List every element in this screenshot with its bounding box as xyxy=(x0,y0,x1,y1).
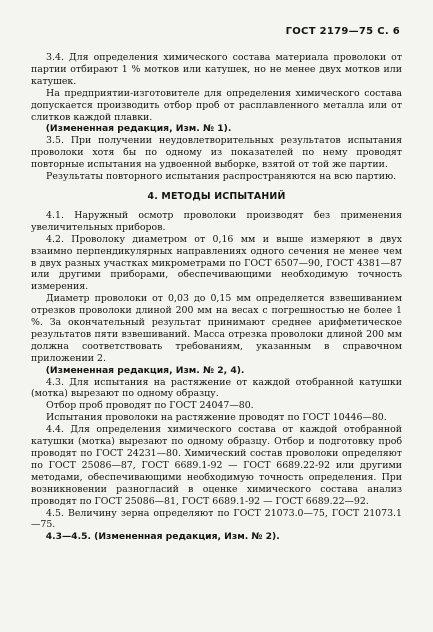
page-header: ГОСТ 2179—75 С. 6 xyxy=(285,26,400,37)
paragraph-4-5: 4.5. Величину зерна определяют по ГОСТ 21073.0—75, ГОСТ 21073.1—75. xyxy=(31,507,402,531)
paragraph-4-3-sampling: Отбор проб проводят по ГОСТ 24047—80. xyxy=(46,400,254,412)
paragraph-4-4: 4.4. Для определения химического состава от каждой отобранной катушки (мотка) вырезают по одному образцу. Отбор и подготовку проб проводят по ГОСТ 24231—80. Химический состав проволоки определяют по ГОСТ 25086—87, ГОСТ 6689.1-92 — ГОСТ 6689.22-92 или другими методами, обеспечивающими необходимую точность определения. При возникновении разногласий в оценке химического состава анализ проводят по ГОСТ 25086—81, ГОСТ 6689.1-92 — ГОСТ 6689.22—92. xyxy=(31,424,402,507)
paragraph-4-2-diameter: Диаметр проволоки от 0,03 до 0,15 мм определяется взвешиванием отрезков проволоки длиной 200 мм на весах с погрешностью не более 1 %. За окончательный результат принимают среднее арифметическое результатов пяти взвешиваний. Масса отрезка проволоки длиной 200 мм должна соответствовать требованиям, указанным в справочном приложении 2. xyxy=(31,293,402,364)
amendment-note: (Измененная редакция, Изм. № 2, 4). xyxy=(45,364,245,376)
amendment-note: 4.3—4.5. (Измененная редакция, Изм. № 2). xyxy=(45,531,280,543)
paragraph-3-4: 3.4. Для определения химического состава материала проволоки от партии отбирают 1 % мотков или катушек, но не менее двух мотков или катушек. xyxy=(31,52,402,87)
paragraph-3-5: 3.5. При получении неудовлетворительных результатов испытания проволоки хотя бы по одному из показателей по нему проводят повторные испытания на удвоенной выборке, взятой от той же партии. xyxy=(31,135,402,171)
paragraph-4-3-tensile: Испытания проволоки на растяжение проводят по ГОСТ 10446—80. xyxy=(46,412,387,424)
paragraph-3-5-results: Результаты повторного испытания распространяются на всю партию. xyxy=(46,171,397,183)
amendment-note: (Измененная редакция, Изм. № 1). xyxy=(45,123,232,135)
paragraph-4-2: 4.2. Проволоку диаметром от 0,16 мм и выше измеряют в двух взаимно перпендикулярных направлениях одного сечения не менее чем в двух разных участках микрометрами по ГОСТ 6507—90, ГОСТ 4381—87 или другими приборами, обеспечивающими необходимую точность измерения. xyxy=(31,233,402,293)
paragraph-3-4-note: На предприятии-изготовителе для определения химического состава допускается производить отбор проб от расплавленного металла или от слитков каждой плавки. xyxy=(31,87,402,123)
paragraph-4-3: 4.3. Для испытания на растяжение от каждой отобранной катушки (мотка) вырезают по одному образцу. xyxy=(31,376,402,400)
document-body xyxy=(31,52,402,543)
section-heading: 4. МЕТОДЫ ИСПЫТАНИЙ xyxy=(147,190,286,202)
paragraph-4-1: 4.1. Наружный осмотр проволоки производят без применения увеличительных приборов. xyxy=(31,209,402,233)
